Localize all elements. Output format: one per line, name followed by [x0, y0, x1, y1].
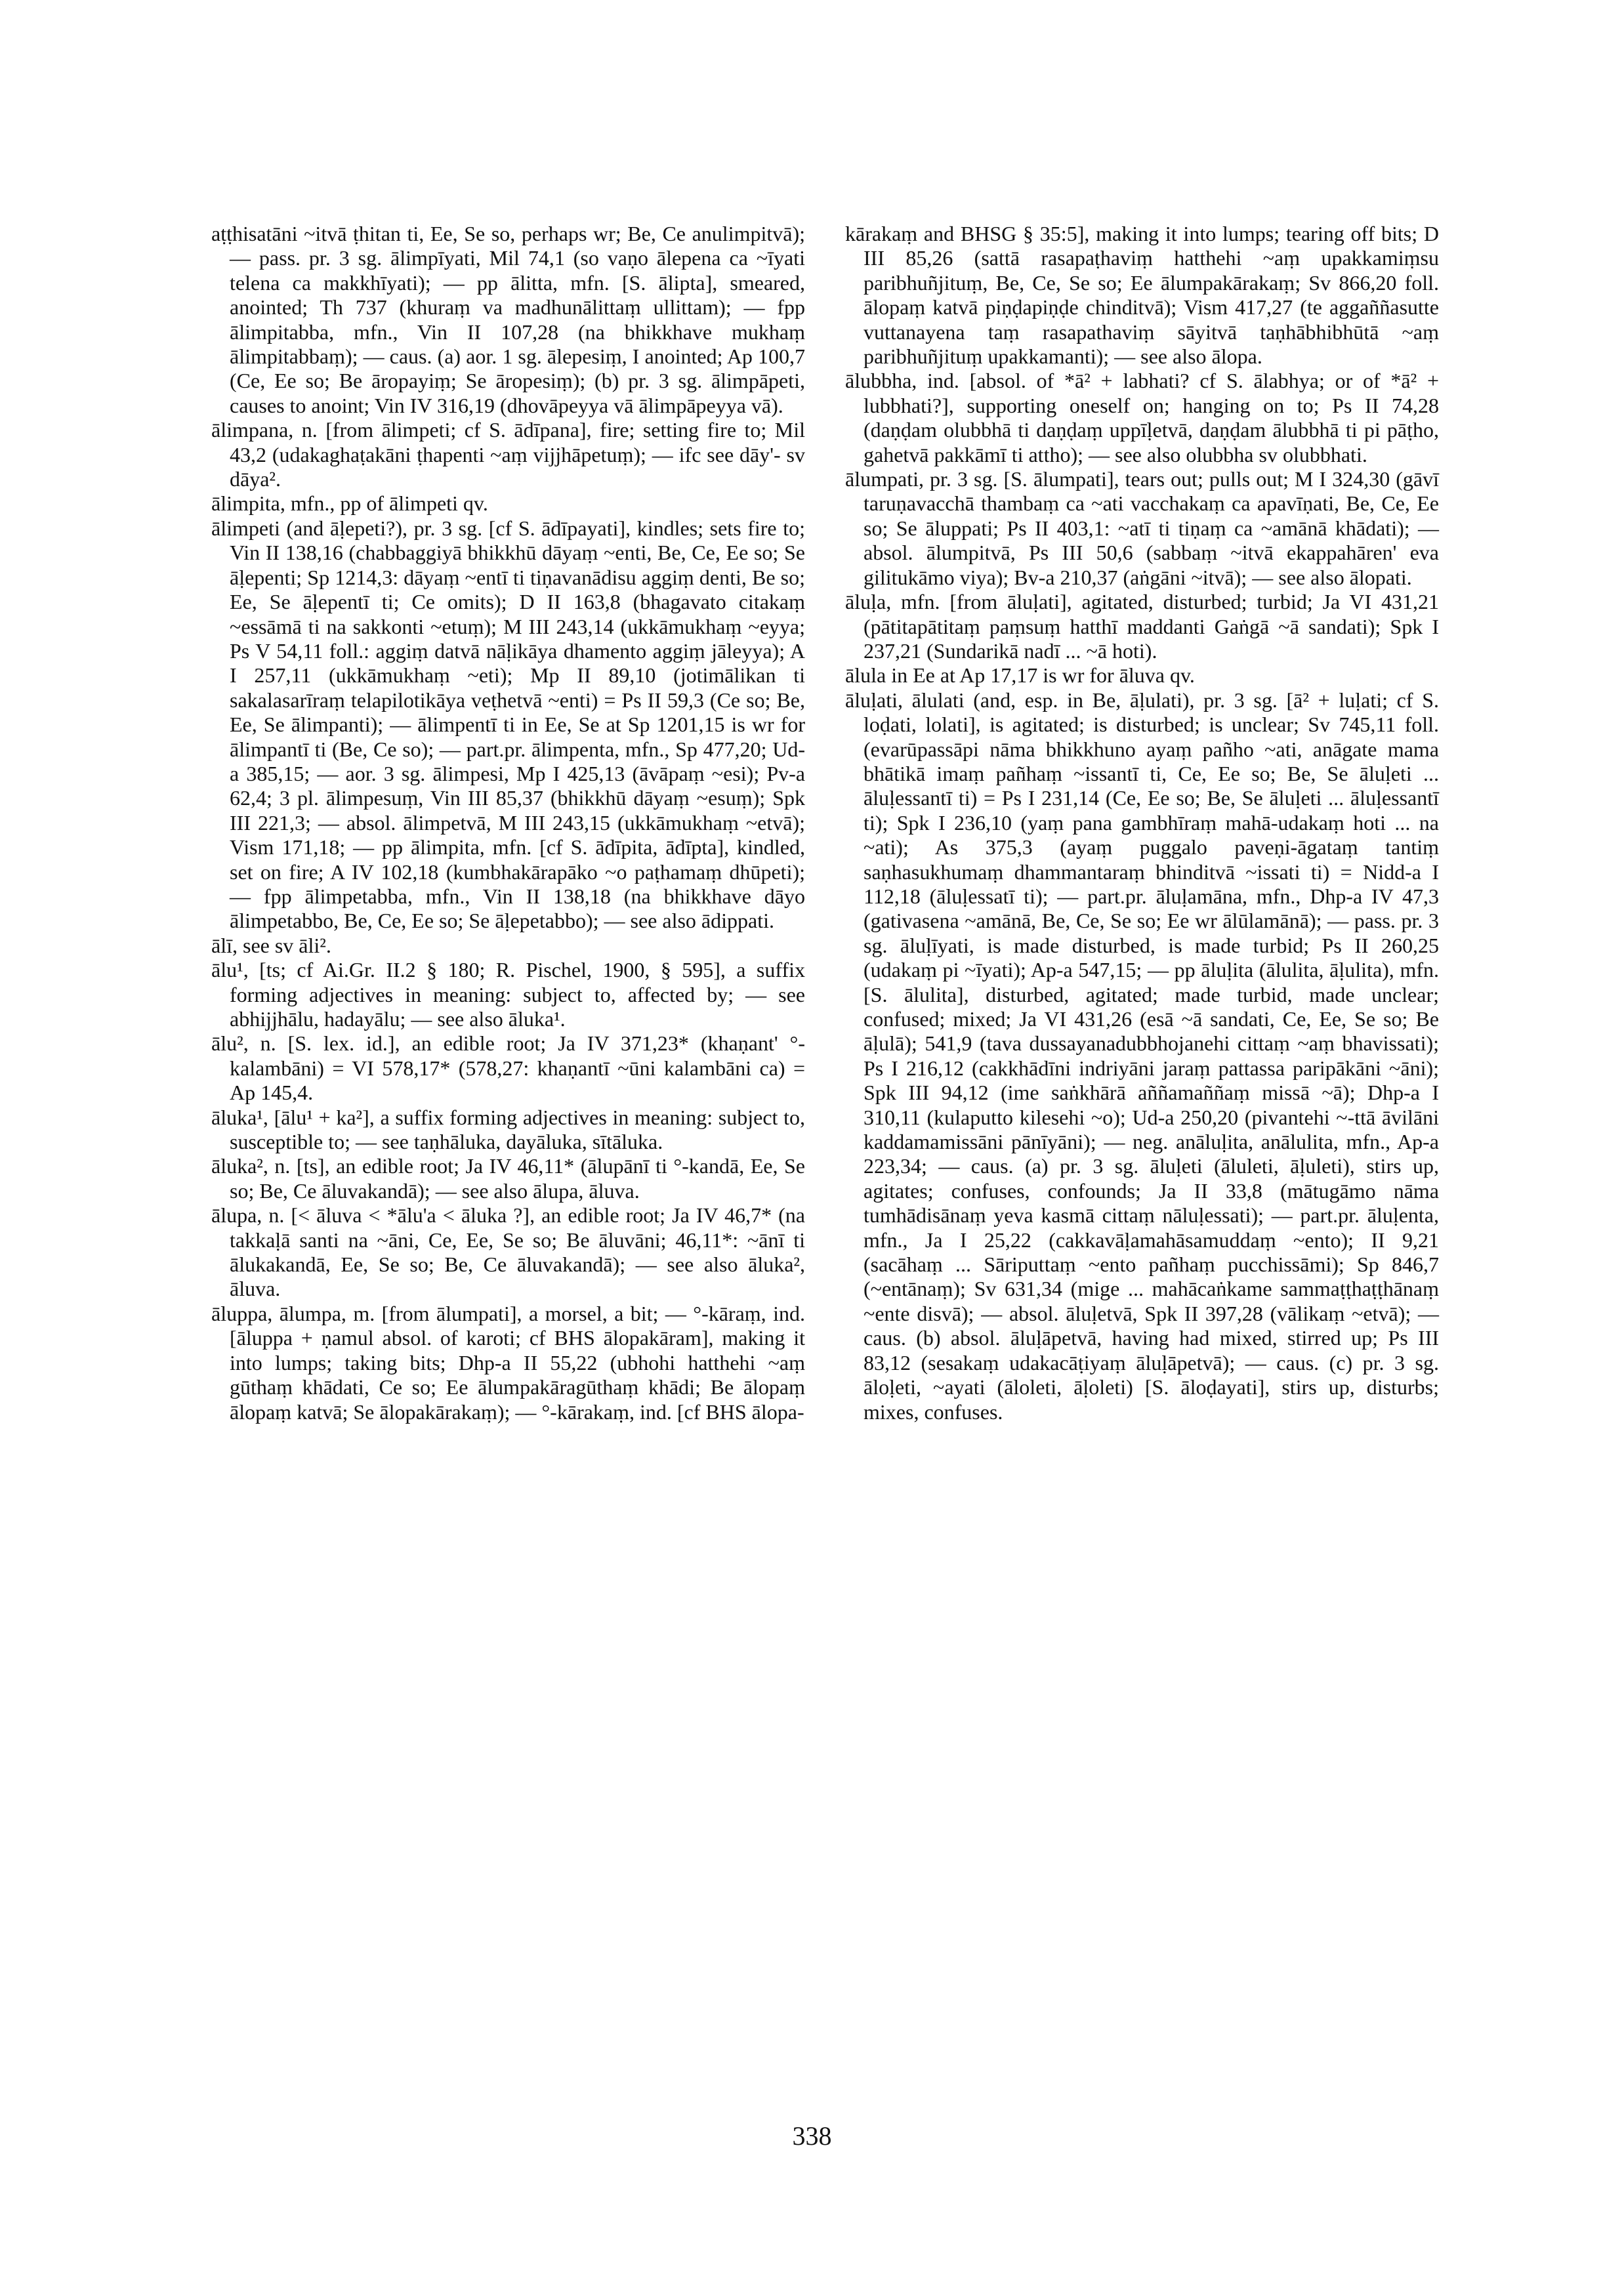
entry-aluka-2: āluka², n. [ts], an edible root; Ja IV 46,11* (ālupānī ti °-kandā, Ee, Se so; Be, Ce āluvakandā); — see also ālupa, āluva. — [211, 1154, 805, 1203]
entry-ali: ālī, see sv āli². — [211, 933, 331, 957]
entry-aluka-1: āluka¹, [ālu¹ + ka²], a suffix forming adjectives in meaning: subject to, susceptible to; — see taṇhāluka, dayāluka, sītāluka. — [211, 1105, 805, 1154]
entry-alu-2: ālu², n. [S. lex. id.], an edible root; Ja IV 371,23* (khaṇant' °-kalambāni) = VI 578,17* (578,27: khaṇantī ~ūni kalambāni ca) = Ap 145,4. — [211, 1031, 805, 1105]
entry-alula-mfn: āluḷa, mfn. [from āluḷati], agitated, disturbed; turbid; Ja VI 431,21 (pātitapātitaṃ paṃsuṃ hatthī maddanti Gaṅgā ~ā sandati); Spk I 237,21 (Sundarikā nadī ... ~ā hoti). — [845, 590, 1439, 663]
right-column — [845, 222, 1439, 1424]
entry-aluppa-continued: kārakaṃ and BHSG § 35:5], making it into lumps; tearing off bits; D III 85,26 (sattā rasapaṭhaviṃ hatthehi ~aṃ upakkamiṃsu paribhuñjituṃ, Be, Ce, Se so; Ee ālumpakārakaṃ; Sv 866,20 foll. ālopaṃ katvā piṇḍapiṇḍe chinditvā); Vism 417,27 (te aggaññasutte vuttanayena taṃ rasapathaviṃ sāyitvā taṇhābhibhūtā ~aṃ paribhuñjituṃ upakkamanti); — see also ālopa. — [845, 222, 1439, 369]
left-column — [211, 222, 805, 1424]
entry-alumpati: ālumpati, pr. 3 sg. [S. ālumpati], tears out; pulls out; M I 324,30 (gāvī taruṇavacchā thambaṃ ca ~ati vacchakaṃ ca apavīṇati, Be, Ce, Ee so; Se āluppati; Ps II 403,1: ~atī ti tiṇaṃ ca ~amānā khādati); — absol. ālumpitvā, Ps III 50,6 (sabbaṃ ~itvā ekappahāren' eva gilitukāmo viya); Bv-a 210,37 (aṅgāni ~itvā); — see also ālopati. — [845, 467, 1439, 589]
entry-alimpeti: ālimpeti (and āḷepeti?), pr. 3 sg. [cf S. ādīpayati], kindles; sets fire to; Vin II 138,16 (chabbaggiyā bhikkhū dāyaṃ ~enti, Be, Ce, Ee so; Se āḷepenti; Sp 1214,3: dāyaṃ ~entī ti tiṇavanādisu aggiṃ denti, Be so; Ee, Se āḷepentī ti; Ce omits); D II 163,8 (bhagavato citakaṃ ~essāmā ti na sakkonti ~etuṃ); M III 243,14 (ukkāmukhaṃ ~eyya; Ps V 54,11 foll.: aggiṃ datvā nāḷikāya dhamento aggiṃ jāleyya); A I 257,11 (ukkāmukhaṃ ~eti); Mp II 89,10 (jotimālikan ti sakalasarīraṃ telapilotikāya veṭhetvā ~enti) = Ps II 59,3 (Ce so; Be, Ee, Se ālimpanti); — ālimpentī ti in Ee, Se at Sp 1201,15 is wr for ālimpantī ti (Be, Ce so); — part.pr. ālimpenta, mfn., Sp 477,20; Ud-a 385,15; — aor. 3 sg. ālimpesi, Mp I 425,13 (āvāpaṃ ~esi); Pv-a 62,4; 3 pl. ālimpesuṃ, Vin III 85,37 (bhikkhū dāyaṃ ~esuṃ); Spk III 221,3; — absol. ālimpetvā, M III 243,15 (ukkāmukhaṃ ~etvā); Vism 171,18; — pp ālimpita, mfn. [cf S. ādīpita, ādīpta], kindled, set on fire; A IV 102,18 (kumbhakārapāko ~o paṭhamaṃ dhūpeti); — fpp ālimpetabba, mfn., Vin II 138,18 (na bhikkhave dāyo ālimpetabbo, Be, Ce, Ee so; Se āḷepetabbo); — see also ādippati. — [211, 516, 805, 933]
entry-alula-wr: ālula in Ee at Ap 17,17 is wr for āluva qv. — [845, 663, 1195, 688]
entry-alimpita: ālimpita, mfn., pp of ālimpeti qv. — [211, 491, 488, 516]
entry-alu-1: ālu¹, [ts; cf Ai.Gr. II.2 § 180; R. Pischel, 1900, § 595], a suffix forming adjectives in meaning: subject to, affected by; — see abhijjhālu, hadayālu; — see also āluka¹. — [211, 958, 805, 1031]
entry-alulati: āluḷati, ālulati (and, esp. in Be, āḷulati), pr. 3 sg. [ā² + luḷati; cf S. loḍati, lolati], is agitated; is disturbed; is unclear; Sv 745,11 foll. (evarūpassāpi nāma bhikkhuno ayaṃ pañho ~ati, anāgate mama bhātikā imaṃ pañhaṃ ~issantī ti, Ce, Ee so; Be, Se āluḷeti ... āluḷessantī ti) = Ps I 231,14 (Ce, Ee so; Be, Se āluḷeti ... āluḷessantī ti); Spk I 236,10 (yaṃ pana gambhīraṃ mahā-udakaṃ hoti ... na ~ati); As 375,3 (ayaṃ puggalo paveṇi-āgataṃ tantiṃ saṇhasukhumaṃ dhammantaraṃ bhinditvā ~issati ti) = Nidd-a I 112,18 (āluḷessatī ti); — part.pr. āluḷamāna, mfn., Dhp-a IV 47,3 (gativasena ~amānā, Be, Ce, Se so; Ee wr ālūlamānā); — pass. pr. 3 sg. āluḷīyati, is made disturbed, is made turbid; Ps II 260,25 (udakaṃ pi ~īyati); Ap-a 547,15; — pp āluḷita (ālulita, āḷulita), mfn. [S. ālulita], disturbed, agitated; made turbid, made unclear; confused; mixed; Ja VI 431,26 (esā ~ā sandati, Ce, Ee, Se so; Be āḷulā); 541,9 (tava dussayanadubbhojanehi cittaṃ ~aṃ bhavissati); Ps I 216,12 (cakkhādīni indriyāni jaraṃ pattassa paripākāni ~āni); Spk III 94,12 (ime saṅkhārā aññamaññaṃ missā ~ā); Dhp-a I 310,11 (kulaputto kilesehi ~o); Ud-a 250,20 (pivantehi ~-ttā āvilāni kaddamamissāni pānīyāni); — neg. anāluḷita, anālulita, mfn., Ap-a 223,34; — caus. (a) pr. 3 sg. āluḷeti (āluleti, āḷuleti), stirs up, agitates; confuses, confounds; Ja II 33,8 (mātugāmo nāma tumhādisānaṃ yeva kasmā cittaṃ nāluḷessati); — part.pr. āluḷenta, mfn., Ja I 25,22 (cakkavāḷamahāsamuddaṃ ~ento); II 9,21 (sacāhaṃ ... Sāriputtaṃ ~ento pañhaṃ pucchissāmi); Sp 846,7 (~entānaṃ); Sv 631,34 (mige ... mahācaṅkame sammaṭṭhaṭṭhānaṃ ~ente disvā); — absol. āluḷetvā, Spk II 397,28 (vālikaṃ ~etvā); — caus. (b) absol. āluḷāpetvā, having had mixed, stirred up; Ps III 83,12 (sesakaṃ udakacāṭiyaṃ āluḷāpetvā); — caus. (c) pr. 3 sg. āloḷeti, ~ayati (āloleti, āḷoleti) [S. āloḍayati], stirs up, disturbs; mixes, confuses. — [845, 688, 1439, 1424]
entry-alimpeti-continued: aṭṭhisatāni ~itvā ṭhitan ti, Ee, Se so, perhaps wr; Be, Ce anulimpitvā); — pass. pr. 3 sg. ālimpīyati, Mil 74,1 (so vaṇo ālepena ca ~īyati telena ca makkhīyati); — pp ālitta, mfn. [S. ālipta], smeared, anointed; Th 737 (khuraṃ va madhunālittaṃ ullittam); — fpp ālimpitabba, mfn., Vin II 107,28 (na bhikkhave mukhaṃ ālimpitabbaṃ); — caus. (a) aor. 1 sg. ālepesiṃ, I anointed; Ap 100,7 (Ce, Ee so; Be āropayiṃ; Se āropesiṃ); (b) pr. 3 sg. ālimpāpeti, causes to anoint; Vin IV 316,19 (dhovāpeyya vā ālimpāpeyya vā). — [211, 222, 805, 417]
entry-alimpana: ālimpana, n. [from ālimpeti; cf S. ādīpana], fire; setting fire to; Mil 43,2 (udakaghaṭakāni ṭhapenti ~aṃ vijjhāpetuṃ); — ifc see dāy'- sv dāya². — [211, 418, 805, 491]
entry-alubbha: ālubbha, ind. [absol. of *ā² + labhati? cf S. ālabhya; or of *ā² + lubbhati?], supporting oneself on; hanging on to; Ps II 74,28 (daṇḍam olubbhā ti daṇḍaṃ uppīḷetvā, daṇḍam ālubbhā ti pi pāṭho, gahetvā pakkāmī ti attho); — see also olubbha sv olubbhati. — [845, 369, 1439, 466]
page-number: 338 — [792, 2121, 832, 2151]
entry-aluppa: āluppa, ālumpa, m. [from ālumpati], a morsel, a bit; — °-kāraṃ, ind. [āluppa + ṇamul absol. of karoti; cf BHS ālopakāram], making it into lumps; taking bits; Dhp-a II 55,22 (ubhohi hatthehi ~aṃ gūthaṃ khādati, Ce so; Ee ālumpakāragūthaṃ khādi; Be ālopaṃ ālopaṃ katvā; Se ālopakārakaṃ); — °-kārakaṃ, ind. [cf BHS ālopa- — [211, 1301, 805, 1424]
entry-alupa: ālupa, n. [< āluva < *ālu'a < āluka ?], an edible root; Ja IV 46,7* (na takkaḷā santi na ~āni, Ce, Ee, Se so; Be āluvāni; 46,11*: ~ānī ti ālukakandā, Ee, Se so; Be, Ce āluvakandā); — see also āluka², āluva. — [211, 1203, 805, 1301]
